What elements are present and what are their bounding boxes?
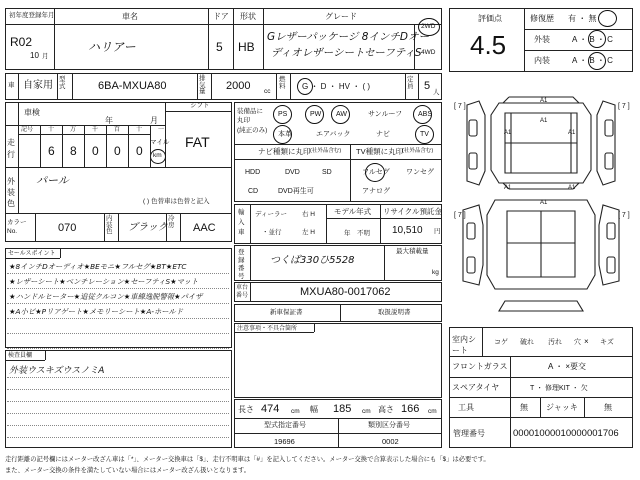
sales-ruling bbox=[7, 303, 229, 304]
equipment-item: 本革 bbox=[278, 131, 292, 138]
sales-label: セールスポイント bbox=[8, 251, 56, 257]
length-label: 長さ bbox=[238, 405, 254, 414]
color-note: ( ) 色替車は色替と記入 bbox=[143, 198, 210, 205]
equipment-item: AW bbox=[336, 111, 348, 118]
warranty-label: 新車保証書 bbox=[270, 309, 303, 316]
mileage-col-divider bbox=[128, 125, 129, 167]
mgmt-label: 管理番号 bbox=[453, 429, 485, 438]
recycle-unit: 円 bbox=[434, 228, 441, 235]
mgmt-value: 00001000010000001706 bbox=[513, 428, 619, 439]
tv-item: アナログ bbox=[362, 188, 390, 195]
length-value: 474 bbox=[261, 403, 280, 415]
inspector-ruling-line bbox=[7, 401, 229, 402]
color-label: 外装色 bbox=[7, 177, 15, 208]
ac-value: AAC bbox=[193, 222, 216, 234]
interior-seat-item: 破れ bbox=[520, 339, 534, 346]
interior-circle bbox=[588, 52, 606, 70]
notes-block bbox=[234, 323, 442, 398]
exterior-options: A ・ B ・ C bbox=[572, 35, 613, 44]
equipment-item: PS bbox=[278, 111, 288, 118]
navi-sublabel: (社外品含む) bbox=[310, 148, 342, 154]
import-label: 輸入車 bbox=[238, 209, 245, 236]
inspector-ruling-line bbox=[7, 425, 229, 426]
shift-label: シフト bbox=[190, 102, 210, 109]
mileage-header: 百 bbox=[114, 127, 121, 133]
tv-item-circle bbox=[365, 163, 385, 182]
model-year-label: モデル年式 bbox=[334, 207, 372, 216]
inspector-ruling-line bbox=[7, 377, 229, 378]
tv-item: ワンセグ bbox=[406, 169, 434, 176]
repair-circle bbox=[598, 10, 617, 27]
navi-item: DVD bbox=[285, 169, 300, 176]
diagram-mark: A1 bbox=[540, 200, 548, 206]
height-unit: cm bbox=[428, 408, 437, 415]
mileage-digit: 6 bbox=[48, 144, 55, 158]
mileage-header: 万 bbox=[70, 127, 77, 133]
tv-label: TV種類に丸印 bbox=[356, 147, 404, 156]
width-label: 幅 bbox=[310, 405, 318, 414]
tools-value: 無 bbox=[520, 403, 528, 412]
width-value: 185 bbox=[333, 403, 352, 415]
use-label: 車 bbox=[8, 82, 15, 89]
mileage-digit: 0 bbox=[92, 144, 99, 158]
diagram-mark: A1 bbox=[568, 130, 576, 136]
footer-line1: 走行距離の記号欄にはメーター改ざん車は「*」、メーター交換車は「$」、走行不明車は「#」を記入してください。メーター交換で合算表示した場合にも「$」は必要です。 bbox=[5, 456, 490, 463]
registration-label: 登録番号 bbox=[238, 249, 245, 280]
type-label: 型式 bbox=[59, 76, 66, 90]
displacement-unit: cc bbox=[264, 88, 271, 95]
grade-value-line2: ディオレザーシートセーフティS bbox=[271, 47, 422, 59]
shift-value: FAT bbox=[185, 134, 210, 150]
spare-tire-value: T ・ 修理KIT ・ 欠 bbox=[530, 385, 588, 392]
capacity-unit: 人 bbox=[433, 89, 440, 96]
diagram-counter-mark: [ 7 ] bbox=[618, 212, 630, 219]
diagram-counter-mark: [ 7 ] bbox=[454, 212, 466, 219]
spare-tire-label: スペアタイヤ bbox=[452, 383, 500, 392]
sales-ruling bbox=[7, 318, 229, 319]
equipment-item-circle bbox=[331, 105, 350, 124]
interior-seat-mark: × bbox=[584, 337, 589, 346]
interior-seat-item: 穴 bbox=[574, 339, 581, 346]
equipment-item: PW bbox=[310, 111, 322, 118]
mileage-digit: 0 bbox=[136, 144, 143, 158]
fuel-label: 燃料 bbox=[279, 76, 286, 90]
sales-line: ★レザーシート★ベンチレーション★セーフティS★マット bbox=[9, 277, 199, 286]
doors-value: 5 bbox=[216, 40, 223, 54]
type-value: 6BA-MXUA80 bbox=[98, 80, 167, 92]
diagram-counter-mark: [ 7 ] bbox=[454, 103, 466, 110]
equipment-item: サンルーフ bbox=[368, 111, 403, 118]
drive-4wd: 4WD bbox=[421, 49, 436, 56]
first-reg-era: R02 bbox=[10, 35, 33, 49]
equipment-item-circle bbox=[415, 125, 434, 144]
sales-ruling bbox=[7, 348, 229, 349]
fuel-circle bbox=[297, 78, 313, 95]
mileage-header: 十 bbox=[136, 127, 143, 133]
first-reg-label: 初年度登録年月 bbox=[9, 12, 55, 19]
class-value: 0002 bbox=[382, 437, 399, 446]
inspector-ruling-line bbox=[7, 437, 229, 438]
inspector-block bbox=[5, 350, 232, 448]
mileage-unit-km: km bbox=[153, 152, 162, 159]
max-load-unit: kg bbox=[432, 269, 439, 276]
displacement-value: 2000 bbox=[226, 80, 251, 92]
mileage-header: 記号 bbox=[21, 127, 34, 133]
type-spec-value: 19696 bbox=[274, 437, 295, 446]
mileage-col-divider bbox=[40, 125, 41, 167]
tools-label: 工具 bbox=[458, 403, 474, 412]
diagram-mark: A1 bbox=[504, 130, 512, 136]
drive-2wd: 2WD bbox=[421, 23, 436, 30]
color-code-value: 070 bbox=[58, 222, 77, 234]
import-dealer: ディーラー bbox=[255, 211, 287, 218]
inspection-month-unit: 月 bbox=[150, 116, 158, 125]
equipment-item-circle bbox=[273, 125, 292, 144]
fuel-options: G ・ D ・ HV ・ ( ) bbox=[302, 82, 370, 91]
navi-item: DVD再生可 bbox=[278, 188, 314, 195]
mileage-header: 千 bbox=[92, 127, 99, 133]
class-label: 類別区分番号 bbox=[368, 422, 410, 429]
mileage-col-divider bbox=[62, 125, 63, 167]
score-label: 評価点 bbox=[478, 14, 502, 23]
inspector-line: 外装ウスキズウスノミA bbox=[9, 366, 105, 376]
vehicle-row bbox=[5, 73, 442, 100]
equipment-label: 装備品に丸印 bbox=[237, 108, 263, 124]
interior-seat-item: コゲ bbox=[494, 339, 508, 346]
interior-color-value: ブラック bbox=[128, 222, 168, 233]
grade-label: グレード bbox=[325, 12, 357, 21]
displacement-label: 排気量 bbox=[199, 75, 206, 95]
mileage-unit-mile: マイル bbox=[150, 139, 170, 146]
equipment-item-circle bbox=[413, 105, 432, 124]
model-label: 車名 bbox=[122, 12, 138, 21]
interior-seat-item: 汚れ bbox=[548, 339, 562, 346]
interior-seat-item: キズ bbox=[600, 339, 614, 346]
first-reg-month: 10 bbox=[30, 51, 39, 60]
chassis-label: 車台番号 bbox=[236, 285, 249, 299]
front-glass-value: A ・ ×要交 bbox=[548, 362, 587, 371]
sales-line: ★8インチDオーディオ★BEモニ★フルセグ★BT★ETC bbox=[9, 262, 187, 271]
navi-item: HDD bbox=[245, 169, 261, 176]
inspector-ruling-line bbox=[7, 413, 229, 414]
diagram-mark: A1 bbox=[568, 185, 576, 191]
width-unit: cm bbox=[362, 408, 371, 415]
navi-item: CD bbox=[248, 188, 259, 195]
equipment-sublabel: (純正のみ) bbox=[237, 127, 268, 134]
footer-line2: また、メーター交換の条件を満たしていない場合にはメーター改ざん扱いとなります。 bbox=[5, 467, 251, 474]
jack-value: 無 bbox=[604, 403, 612, 412]
diagram-mark: A1 bbox=[540, 118, 548, 124]
inspection-year-unit: 年 bbox=[105, 116, 113, 125]
interior-label: 内装 bbox=[534, 56, 550, 65]
sales-ruling bbox=[7, 333, 229, 334]
score-value: 4.5 bbox=[470, 30, 507, 60]
import-right: 右 H bbox=[302, 211, 315, 218]
import-left: 左 H bbox=[302, 229, 315, 236]
mileage-digit: 0 bbox=[114, 144, 121, 158]
type-spec-label: 型式指定番号 bbox=[264, 422, 306, 429]
exterior-label: 外装 bbox=[534, 35, 550, 44]
navi-label: ナビ種類に丸印 bbox=[258, 147, 311, 156]
front-glass-label: フロントガラス bbox=[452, 362, 508, 371]
model-year-value: 年 不明 bbox=[344, 230, 370, 237]
ac-label: 冷房 bbox=[168, 215, 175, 229]
equipment-item: ABS bbox=[418, 111, 433, 118]
height-value: 166 bbox=[401, 403, 420, 415]
manual-label: 取扱説明書 bbox=[378, 309, 411, 316]
sales-ruling bbox=[7, 288, 229, 289]
height-label: 高さ bbox=[378, 405, 394, 414]
equipment-item: TV bbox=[420, 131, 429, 138]
model-value: ハリアー bbox=[88, 40, 136, 54]
color-value: パール bbox=[36, 174, 69, 187]
first-reg-month-unit: 月 bbox=[42, 53, 49, 60]
mileage-col-divider bbox=[106, 125, 107, 167]
inspection-label: 車検 bbox=[24, 108, 40, 117]
capacity-label: 定員 bbox=[407, 76, 414, 90]
inspector-ruling-line bbox=[7, 389, 229, 390]
import-parallel: ・並行 bbox=[262, 229, 282, 236]
registration-value: つくば330ひ5528 bbox=[270, 255, 355, 266]
max-load-label: 最大積載量 bbox=[396, 248, 429, 255]
use-value: 自家用 bbox=[23, 80, 53, 91]
diagram-mark: A1 bbox=[540, 98, 548, 104]
diagram-counter-mark: [ 7 ] bbox=[618, 103, 630, 110]
tv-item: フルセグ bbox=[362, 169, 390, 176]
recycle-value: 10,510 bbox=[392, 225, 423, 236]
equipment-item-circle bbox=[273, 105, 292, 124]
shape-value: HB bbox=[238, 40, 255, 54]
color-code-label: カラーNo. bbox=[7, 219, 27, 235]
tv-sublabel: (社外品含む) bbox=[402, 148, 434, 154]
sales-ruling bbox=[7, 273, 229, 274]
interior-options: A ・ B ・ C bbox=[572, 56, 613, 65]
inspector-label: 検査員欄 bbox=[8, 353, 33, 359]
mileage-header: 一 bbox=[158, 127, 165, 133]
recycle-label: リサイクル預託金 bbox=[383, 207, 442, 216]
navi-item: SD bbox=[322, 169, 332, 176]
diagram-mark: A1 bbox=[504, 185, 512, 191]
mileage-header: 十 bbox=[48, 127, 55, 133]
shape-label: 形状 bbox=[240, 12, 256, 21]
interior-color-label: 内装色 bbox=[106, 215, 113, 235]
sales-line: ★A小ビ★Pリアゲート★メモリーシート★A-ホールド bbox=[9, 307, 184, 316]
interior-seat-label: 室内シート bbox=[452, 335, 476, 355]
equipment-item-circle bbox=[305, 105, 324, 124]
sales-line: ★ハンドルヒーター★追従クルコン★車線逸脱警報★パイザ bbox=[9, 292, 203, 301]
exterior-circle bbox=[588, 30, 606, 48]
repair-options: 有 ・ 無 bbox=[568, 14, 597, 23]
length-unit: cm bbox=[291, 408, 300, 415]
mileage-label: 走行 bbox=[7, 138, 15, 159]
equipment-item: エアバック bbox=[316, 131, 351, 138]
mileage-digit: 8 bbox=[70, 144, 77, 158]
mileage-col-divider bbox=[150, 125, 151, 167]
mileage-col-divider bbox=[84, 125, 85, 167]
doors-label: ドア bbox=[213, 12, 229, 21]
chassis-value: MXUA80-0017062 bbox=[300, 286, 391, 298]
jack-label: ジャッキ bbox=[546, 403, 578, 412]
equipment-item: ナビ bbox=[376, 131, 390, 138]
capacity-value: 5 bbox=[424, 80, 431, 92]
notes-label: 注意事項・不具合箇所 bbox=[237, 326, 298, 332]
grade-value-line1: Gレザーパッケージ 8インチDオー bbox=[267, 31, 430, 43]
repair-label: 修復歴 bbox=[530, 14, 554, 23]
